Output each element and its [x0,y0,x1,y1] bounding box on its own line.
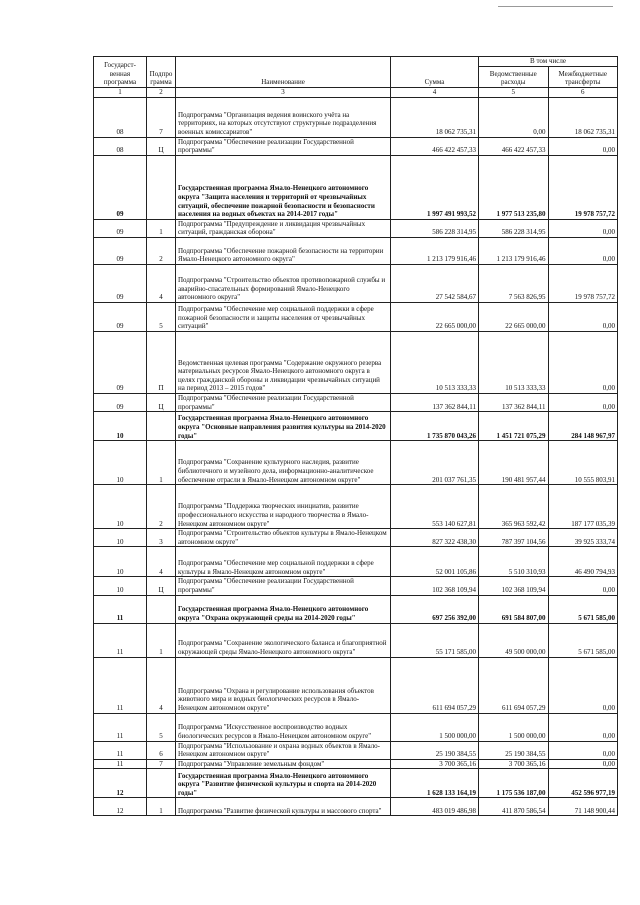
sum-cell: 52 001 105,86 [391,547,479,577]
program-code-cell: 09 [94,264,147,302]
departmental-cell: 466 422 457,33 [479,137,549,155]
name-cell: Государственная программа Ямало-Ненецкого автономного округа "Развитие физической культуры и спорта на 2014-2020 годы" [176,769,391,798]
transfers-cell: 5 671 585,00 [548,595,618,623]
program-code-cell: 11 [94,759,147,769]
transfers-cell: 0,00 [548,237,618,264]
header-mbt: Межбюджетные трансферты [548,67,618,88]
subprogram-code-cell: 1 [147,441,176,485]
index-cell: 6 [548,88,618,98]
program-code-cell: 10 [94,441,147,485]
table-body [94,97,618,816]
subprogram-row [94,529,618,547]
name-cell: Подпрограмма "Организация ведения воинского учёта на территориях, на которых отсутствуют структурные подразделения военных комиссариатов" [176,97,391,137]
subprogram-code-cell: 5 [147,302,176,331]
program-code-cell: 10 [94,577,147,595]
sum-cell: 553 140 627,81 [391,485,479,529]
departmental-cell: 365 963 592,42 [479,485,549,529]
program-code-cell: 11 [94,741,147,759]
departmental-cell: 7 563 826,95 [479,264,549,302]
header-sum: Сумма [391,57,479,88]
column-index-row [94,88,618,98]
name-cell: Подпрограмма "Охрана и регулирование использования объектов животного мира и водных биологических ресурсов в Ямало-Ненецком автономном округе" [176,657,391,713]
subprogram-row [94,741,618,759]
departmental-cell: 1 977 513 235,80 [479,155,549,219]
subprogram-code-cell: 1 [147,219,176,237]
program-code-cell: 09 [94,237,147,264]
transfers-cell: 0,00 [548,577,618,595]
program-code-cell: 11 [94,713,147,741]
name-cell: Подпрограмма "Строительство объектов противопожарной службы и аварийно-спасательных формирований Ямало-Ненецкого автономного округа" [176,264,391,302]
sum-cell: 27 542 584,67 [391,264,479,302]
name-cell: Подпрограмма "Обеспечение реализации Государственной программы" [176,137,391,155]
name-cell: Государственная программа Ямало-Ненецкого автономного округа "Защита населения и территорий от чрезвычайных ситуаций, обеспечение пожарной безопасности и безопасности населения на водных объектах на 2014-2017 годы" [176,155,391,219]
subprogram-row [94,623,618,657]
subprogram-row [94,237,618,264]
subprogram-row [94,302,618,331]
departmental-cell: 10 513 333,33 [479,331,549,393]
subprogram-row [94,393,618,411]
index-cell: 5 [479,88,549,98]
subprogram-code-cell: Ц [147,577,176,595]
sum-cell: 1 500 000,00 [391,713,479,741]
departmental-cell: 3 700 365,16 [479,759,549,769]
subprogram-code-cell [147,412,176,441]
program-code-cell: 09 [94,393,147,411]
subprogram-code-cell: Ц [147,137,176,155]
sum-cell: 1 628 133 164,19 [391,769,479,798]
subprogram-row [94,97,618,137]
program-code-cell: 08 [94,97,147,137]
name-cell: Подпрограмма "Управление земельным фондом" [176,759,391,769]
transfers-cell: 46 490 794,93 [548,547,618,577]
departmental-cell: 49 500 000,00 [479,623,549,657]
budget-table [93,56,618,816]
index-cell: 2 [147,88,176,98]
program-code-cell: 09 [94,219,147,237]
subprogram-row [94,577,618,595]
index-cell: 4 [391,88,479,98]
sum-cell: 611 694 057,29 [391,657,479,713]
program-row [94,769,618,798]
departmental-cell: 22 665 000,00 [479,302,549,331]
transfers-cell: 71 148 900,44 [548,798,618,816]
subprogram-code-cell: 7 [147,97,176,137]
subprogram-code-cell: 3 [147,529,176,547]
name-cell: Подпрограмма "Сохранение культурного наследия, развитие библиотечного и музейного дела, информационно-аналитическое обеспечение отрасли в Ямало-Ненецком автономном округе" [176,441,391,485]
transfers-cell: 19 978 757,72 [548,155,618,219]
program-code-cell: 12 [94,798,147,816]
departmental-cell: 611 694 057,29 [479,657,549,713]
transfers-cell: 0,00 [548,713,618,741]
sum-cell: 697 256 392,00 [391,595,479,623]
subprogram-code-cell: 7 [147,759,176,769]
header-gp: Государст-венная программа [94,57,147,88]
departmental-cell: 137 362 844,11 [479,393,549,411]
index-cell: 1 [94,88,147,98]
subprogram-code-cell: 4 [147,264,176,302]
subprogram-code-cell [147,769,176,798]
departmental-cell: 25 190 384,55 [479,741,549,759]
subprogram-code-cell: 1 [147,798,176,816]
subprogram-code-cell: 6 [147,741,176,759]
departmental-cell: 787 397 104,56 [479,529,549,547]
name-cell: Государственная программа Ямало-Ненецкого автономного округа "Охрана окружающей среды на 2014-2020 годы" [176,595,391,623]
subprogram-row [94,264,618,302]
subprogram-code-cell: Ц [147,393,176,411]
transfers-cell: 0,00 [548,331,618,393]
header-including: В том числе [479,57,618,67]
sum-cell: 22 665 000,00 [391,302,479,331]
subprogram-row [94,657,618,713]
transfers-cell: 5 671 585,00 [548,623,618,657]
name-cell: Подпрограмма "Предупреждение и ликвидация чрезвычайных ситуаций, гражданская оборона" [176,219,391,237]
departmental-cell: 586 228 314,95 [479,219,549,237]
departmental-cell: 1 500 000,00 [479,713,549,741]
transfers-cell: 0,00 [548,741,618,759]
subprogram-code-cell: 1 [147,623,176,657]
scan-artifact-line [498,6,613,7]
subprogram-row [94,137,618,155]
subprogram-code-cell: П [147,331,176,393]
header-sp: Подпро грамма [147,57,176,88]
name-cell: Подпрограмма "Использование и охрана водных объектов в Ямало-Ненецком автономном округе" [176,741,391,759]
transfers-cell: 0,00 [548,657,618,713]
transfers-cell: 452 596 977,19 [548,769,618,798]
transfers-cell: 284 148 967,97 [548,412,618,441]
sum-cell: 25 190 384,55 [391,741,479,759]
transfers-cell: 187 177 035,39 [548,485,618,529]
sum-cell: 18 062 735,31 [391,97,479,137]
name-cell: Подпрограмма "Обеспечение мер социальной поддержки в сфере культуры в Ямало-Ненецком автономном округе" [176,547,391,577]
transfers-cell: 10 555 803,91 [548,441,618,485]
program-code-cell: 09 [94,155,147,219]
departmental-cell: 1 451 721 075,29 [479,412,549,441]
departmental-cell: 5 510 310,93 [479,547,549,577]
sum-cell: 466 422 457,33 [391,137,479,155]
sum-cell: 55 171 585,00 [391,623,479,657]
program-row [94,595,618,623]
name-cell: Подпрограмма "Обеспечение пожарной безопасности на территории Ямало-Ненецкого автономного округа" [176,237,391,264]
subprogram-row [94,798,618,816]
sum-cell: 102 368 109,94 [391,577,479,595]
subprogram-code-cell: 2 [147,485,176,529]
sum-cell: 3 700 365,16 [391,759,479,769]
subprogram-code-cell: 4 [147,657,176,713]
transfers-cell: 0,00 [548,302,618,331]
departmental-cell: 102 368 109,94 [479,577,549,595]
name-cell: Ведомственная целевая программа "Содержание окружного резерва материальных ресурсов Ямало-Ненецкого автономного округа в целях гражданской обороны и ликвидации чрезвычайных ситуаций на период 2013 – 2015 годов" [176,331,391,393]
subprogram-row [94,441,618,485]
departmental-cell: 691 584 807,00 [479,595,549,623]
subprogram-code-cell [147,595,176,623]
subprogram-row [94,713,618,741]
program-code-cell: 10 [94,547,147,577]
transfers-cell: 0,00 [548,393,618,411]
name-cell: Подпрограмма "Строительство объектов культуры в Ямало-Ненецком автономном округе" [176,529,391,547]
departmental-cell: 1 175 536 187,00 [479,769,549,798]
departmental-cell: 1 213 179 916,46 [479,237,549,264]
index-cell: 3 [176,88,391,98]
subprogram-row [94,547,618,577]
transfers-cell: 19 978 757,72 [548,264,618,302]
name-cell: Подпрограмма "Развитие физической культуры и массового спорта" [176,798,391,816]
sum-cell: 201 037 761,35 [391,441,479,485]
program-code-cell: 11 [94,623,147,657]
program-code-cell: 10 [94,412,147,441]
program-code-cell: 09 [94,331,147,393]
subprogram-row [94,485,618,529]
name-cell: Подпрограмма "Сохранение экологического баланса и благоприятной окружающей среды Ямало-Ненецкого автономного округа" [176,623,391,657]
name-cell: Подпрограмма "Обеспечение реализации Государственной программы" [176,577,391,595]
sum-cell: 137 362 844,11 [391,393,479,411]
transfers-cell: 18 062 735,31 [548,97,618,137]
subprogram-code-cell: 4 [147,547,176,577]
program-code-cell: 09 [94,302,147,331]
sum-cell: 1 997 491 993,52 [391,155,479,219]
sum-cell: 1 213 179 916,46 [391,237,479,264]
subprogram-code-cell: 5 [147,713,176,741]
program-code-cell: 10 [94,529,147,547]
name-cell: Государственная программа Ямало-Ненецкого автономного округа "Основные направления развития культуры на 2014-2020 годы" [176,412,391,441]
transfers-cell: 0,00 [548,759,618,769]
transfers-cell: 0,00 [548,137,618,155]
subprogram-row [94,219,618,237]
subprogram-code-cell [147,155,176,219]
program-row [94,155,618,219]
sum-cell: 483 019 486,98 [391,798,479,816]
subprogram-code-cell: 2 [147,237,176,264]
sum-cell: 827 322 438,30 [391,529,479,547]
program-code-cell: 11 [94,657,147,713]
header-name: Наименование [176,57,391,88]
sum-cell: 586 228 314,95 [391,219,479,237]
program-row [94,412,618,441]
program-code-cell: 08 [94,137,147,155]
sum-cell: 10 513 333,33 [391,331,479,393]
table-header-row [94,57,618,67]
program-code-cell: 10 [94,485,147,529]
name-cell: Подпрограмма "Искусственное воспроизводство водных биологических ресурсов в Ямало-Ненецком автономном округе" [176,713,391,741]
name-cell: Подпрограмма "Обеспечение реализации Государственной программы" [176,393,391,411]
program-code-cell: 12 [94,769,147,798]
subprogram-row [94,759,618,769]
departmental-cell: 411 870 586,54 [479,798,549,816]
transfers-cell: 0,00 [548,219,618,237]
departmental-cell: 190 481 957,44 [479,441,549,485]
name-cell: Подпрограмма "Поддержка творческих инициатив, развитие профессионального искусства и народного творчества в Ямало-Ненецком автономном округе" [176,485,391,529]
program-code-cell: 11 [94,595,147,623]
header-ved: Ведомственные расходы [479,67,549,88]
transfers-cell: 39 925 333,74 [548,529,618,547]
subprogram-row [94,331,618,393]
departmental-cell: 0,00 [479,97,549,137]
name-cell: Подпрограмма "Обеспечение мер социальной поддержки в сфере пожарной безопасности и защиты населения от чрезвычайных ситуаций" [176,302,391,331]
sum-cell: 1 735 870 043,26 [391,412,479,441]
